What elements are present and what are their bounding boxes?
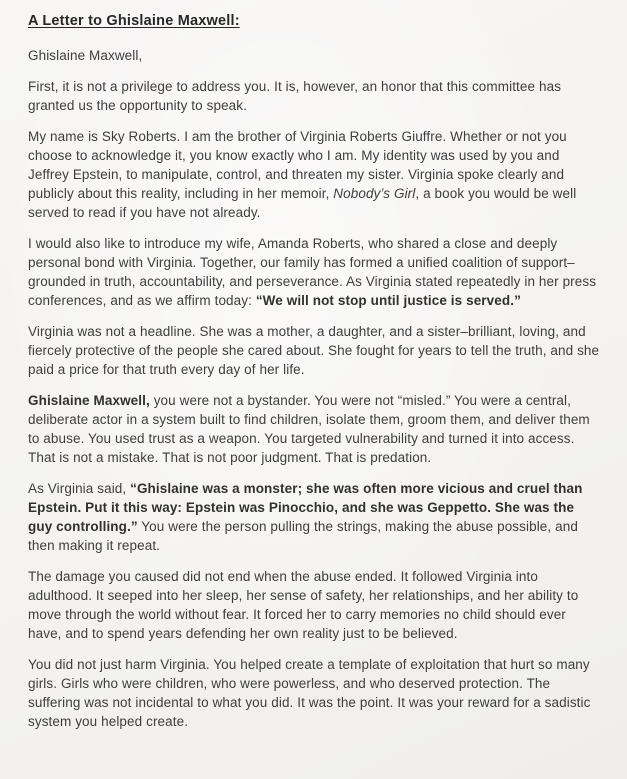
letter-paragraph — [28, 391, 601, 467]
letter-paragraph — [28, 46, 601, 65]
letter-text: The damage you caused did not end when the abuse ended. It followed Virginia into adulthood. It seeped into her sleep, her sense of safety, her relationships, and her ability to move through the world without fear. It forced her to carry memories no child should ever have, and to spend years defending her own reality just to be believed. — [28, 569, 579, 641]
letter-title: A Letter to Ghislaine Maxwell: — [28, 13, 240, 29]
letter-text-bold: “Ghislaine was a monster; she was often more vicious and cruel than Epstein. Put it this way: Epstein was Pinocchio, and she was Geppetto. She was the guy controlling.” — [28, 481, 583, 534]
letter-text: Ghislaine Maxwell, — [28, 48, 143, 63]
letter-text: , a book you would be well served to read if you have not already. — [28, 186, 577, 220]
letter-paragraph — [28, 479, 601, 555]
letter-text-italic: Nobody’s Girl — [333, 186, 416, 201]
letter-text-bold: Ghislaine Maxwell, — [28, 393, 150, 408]
letter-text-bold: “We will not stop until justice is served.” — [255, 293, 521, 308]
letter-paragraph — [28, 567, 601, 643]
letter-paragraph — [28, 77, 601, 115]
letter-text: My name is Sky Roberts. I am the brother of Virginia Roberts Giuffre. Whether or not you choose to acknowledge it, you know exactly who I am. My identity was used by you and Jeffrey Epstein, to manipulate, control, and threaten my sister. Virginia spoke clearly and publicly about this reality, including in her memoir, — [28, 129, 567, 201]
letter-body — [28, 46, 601, 731]
letter-text: I would also like to introduce my wife, Amanda Roberts, who shared a close and deeply personal bond with Virginia. Together, our family has formed a unified coalition of support–grounded in truth, accountability, and perseverance. As Virginia stated repeatedly in her press conferences, and as we affirm today: — [28, 236, 597, 308]
letter-text: You did not just harm Virginia. You helped create a template of exploitation that hurt so many girls. Girls who were children, who were powerless, and who deserved protection. The suffering was not incidental to what you did. It was the point. It was your reward for a sadistic system you helped create. — [28, 657, 591, 729]
letter-text: You were the person pulling the strings, making the abuse possible, and then making it repeat. — [28, 519, 578, 553]
letter-paragraph — [28, 655, 601, 731]
letter-text: you were not a bystander. You were not “misled.” You were a central, deliberate actor in a system built to find children, isolate them, groom them, and deliver them to abuse. You used trust as a weapon. You targeted vulnerability and turned it into access. That is not a mistake. That is not poor judgment. That is predation. — [28, 393, 590, 465]
letter-text: First, it is not a privilege to address you. It is, however, an honor that this committee has granted us the opportunity to speak. — [28, 79, 562, 113]
letter-text: Virginia was not a headline. She was a mother, a daughter, and a sister–brilliant, loving, and fiercely protective of the people she cared about. She fought for years to tell the truth, and she paid a price for that truth every day of her life. — [28, 324, 600, 377]
letter-paragraph — [28, 322, 601, 379]
letter-paragraph — [28, 127, 601, 222]
letter-paragraph — [28, 234, 601, 310]
letter-text: As Virginia said, — [28, 481, 131, 496]
